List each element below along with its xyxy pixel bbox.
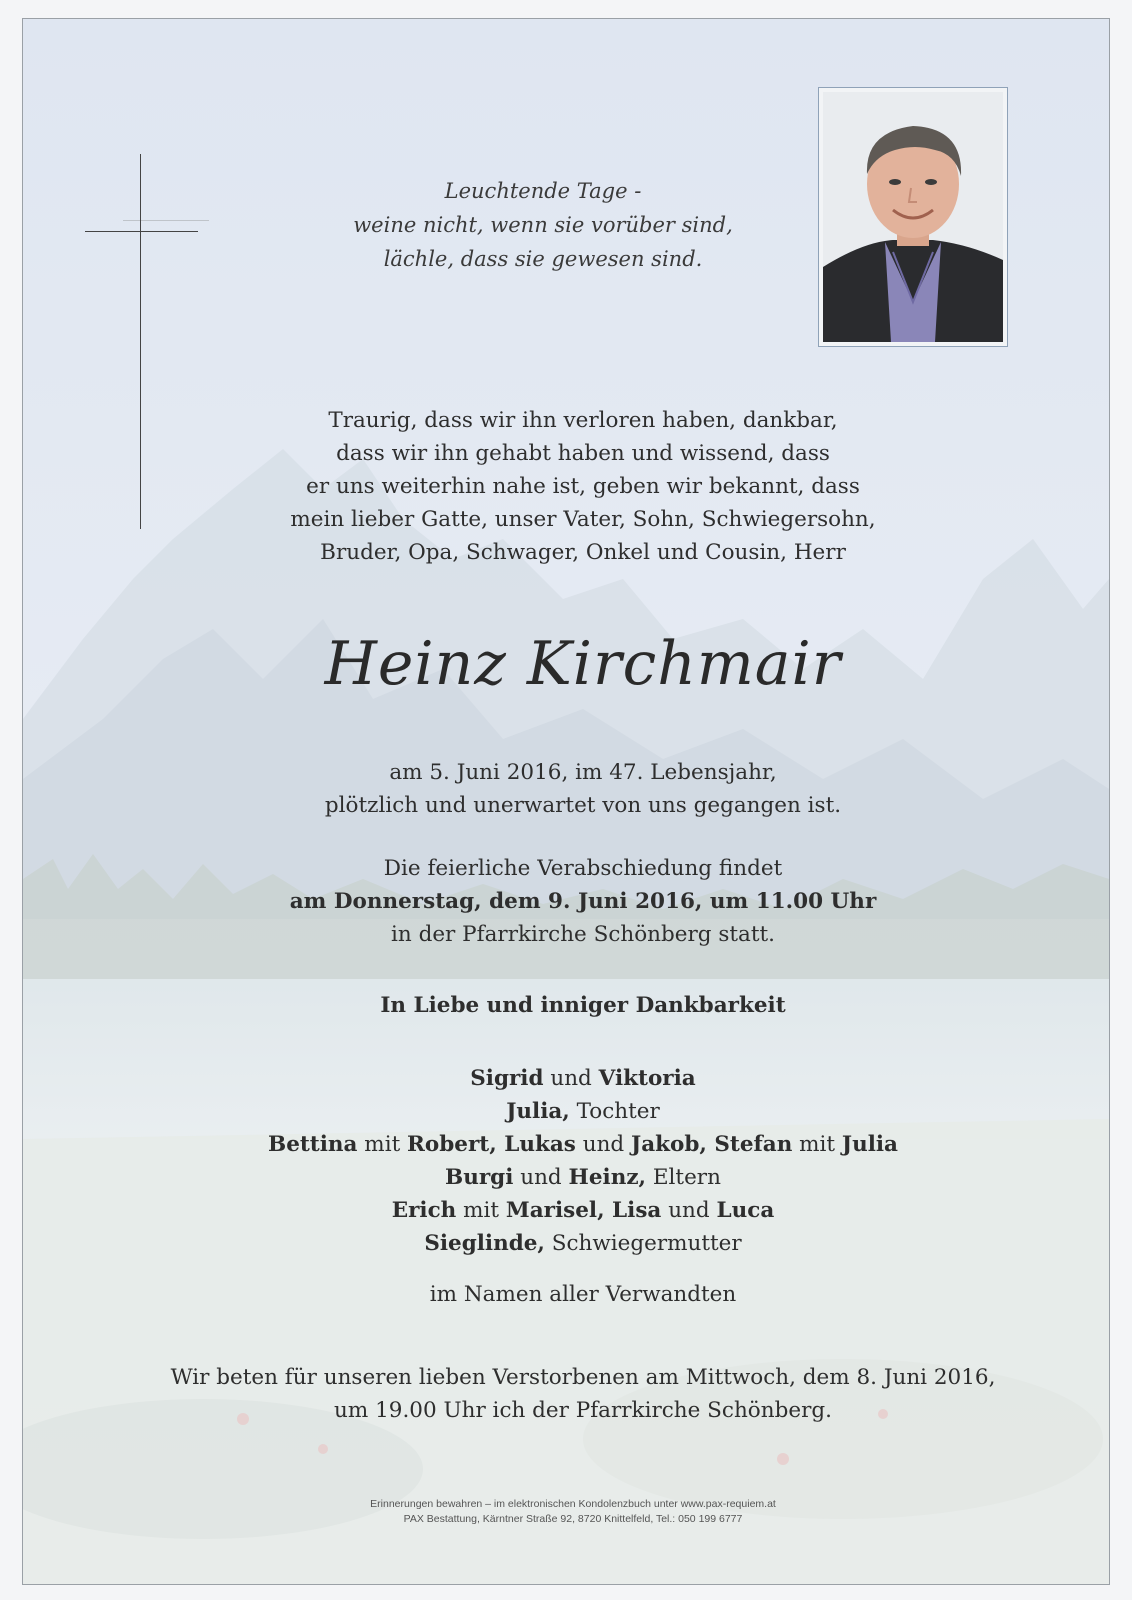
mourner-name: Julia	[841, 1132, 898, 1157]
dedication-heading: In Liebe und inniger Dankbarkeit	[380, 993, 786, 1018]
verse-line: lächle, dass sie gewesen sind.	[383, 247, 703, 271]
mourner-name: Julia,	[506, 1099, 570, 1124]
death-line: am 5. Juni 2016, im 47. Lebensjahr,	[389, 760, 777, 785]
portrait-illustration	[823, 92, 1003, 342]
verse-line: weine nicht, wenn sie vorüber sind,	[353, 213, 733, 237]
deceased-name: Heinz Kirchmair	[324, 629, 842, 699]
cross-vertical-bar	[140, 154, 141, 529]
mourner-connector: und	[543, 1066, 599, 1091]
announcement-line: Traurig, dass wir ihn verloren haben, dankbar,	[328, 408, 838, 433]
cross-shadow-line	[123, 220, 209, 221]
mourner-connector: und	[575, 1132, 632, 1157]
mourner-name: Erich	[391, 1198, 457, 1223]
mourner-name: Jakob, Stefan	[631, 1132, 793, 1157]
mourner-name: Sigrid	[470, 1066, 544, 1091]
death-line: plötzlich und unerwartet von uns gegangen ist.	[324, 793, 842, 818]
mourner-name: Burgi	[445, 1165, 514, 1190]
mourner-relation: Tochter	[569, 1099, 660, 1124]
mourner-connector: und	[513, 1165, 569, 1190]
ceremony-line: Die feierliche Verabschiedung findet	[383, 856, 783, 881]
mourner-row	[183, 1128, 983, 1161]
mourner-name: Bettina	[268, 1132, 358, 1157]
announcement-line: dass wir ihn gehabt haben und wissend, dass	[336, 441, 830, 466]
announcement-line: er uns weiterhin nahe ist, geben wir bekannt, dass	[306, 474, 860, 499]
mourner-name: Marisel, Lisa	[505, 1198, 662, 1223]
mourners-list	[183, 1062, 983, 1260]
announcement-text	[223, 404, 943, 569]
mourner-relation: Eltern	[646, 1165, 721, 1190]
mourner-row	[183, 1095, 983, 1128]
prayer-line: um 19.00 Uhr ich der Pfarrkirche Schönberg.	[334, 1398, 832, 1423]
ceremony-info	[183, 852, 983, 951]
prayer-line: Wir beten für unseren lieben Verstorbenen am Mittwoch, dem 8. Juni 2016,	[170, 1365, 996, 1390]
ceremony-date-line: am Donnerstag, dem 9. Juni 2016, um 11.00 Uhr	[289, 889, 877, 914]
announcement-line: Bruder, Opa, Schwager, Onkel und Cousin, Herr	[320, 540, 846, 565]
footer-line: PAX Bestattung, Kärntner Straße 92, 8720 Knittelfeld, Tel.: 050 199 6777	[403, 1513, 743, 1525]
portrait-photo	[823, 92, 1003, 342]
death-info	[183, 756, 983, 822]
verse-line: Leuchtende Tage -	[444, 179, 642, 203]
mourner-relation: Schwiegermutter	[544, 1231, 742, 1256]
memorial-verse	[273, 174, 813, 276]
mourner-row	[183, 1227, 983, 1260]
mourner-connector: mit	[456, 1198, 506, 1223]
mourner-name: Robert, Lukas	[407, 1132, 576, 1157]
obituary-page	[22, 18, 1110, 1585]
footer-line: Erinnerungen bewahren – im elektronischen Kondolenzbuch unter www.pax-requiem.at	[370, 1498, 776, 1510]
prayer-info	[123, 1361, 1043, 1427]
cross-horizontal-bar	[85, 231, 198, 232]
relatives-note: im Namen aller Verwandten	[429, 1282, 737, 1307]
mourner-name: Sieglinde,	[424, 1231, 545, 1256]
mourner-row	[183, 1161, 983, 1194]
mourner-connector: mit	[792, 1132, 842, 1157]
mourner-name: Viktoria	[598, 1066, 696, 1091]
ceremony-place-line: in der Pfarrkirche Schönberg statt.	[391, 922, 775, 947]
announcement-line: mein lieber Gatte, unser Vater, Sohn, Schwiegersohn,	[290, 507, 876, 532]
funeral-home-footer	[173, 1497, 973, 1527]
mourner-connector: mit	[357, 1132, 408, 1157]
mourner-name: Heinz,	[568, 1165, 647, 1190]
mourner-name: Luca	[716, 1198, 775, 1223]
mourner-row	[183, 1194, 983, 1227]
mourner-row	[183, 1062, 983, 1095]
portrait-frame	[818, 87, 1008, 347]
mourner-connector: und	[661, 1198, 717, 1223]
